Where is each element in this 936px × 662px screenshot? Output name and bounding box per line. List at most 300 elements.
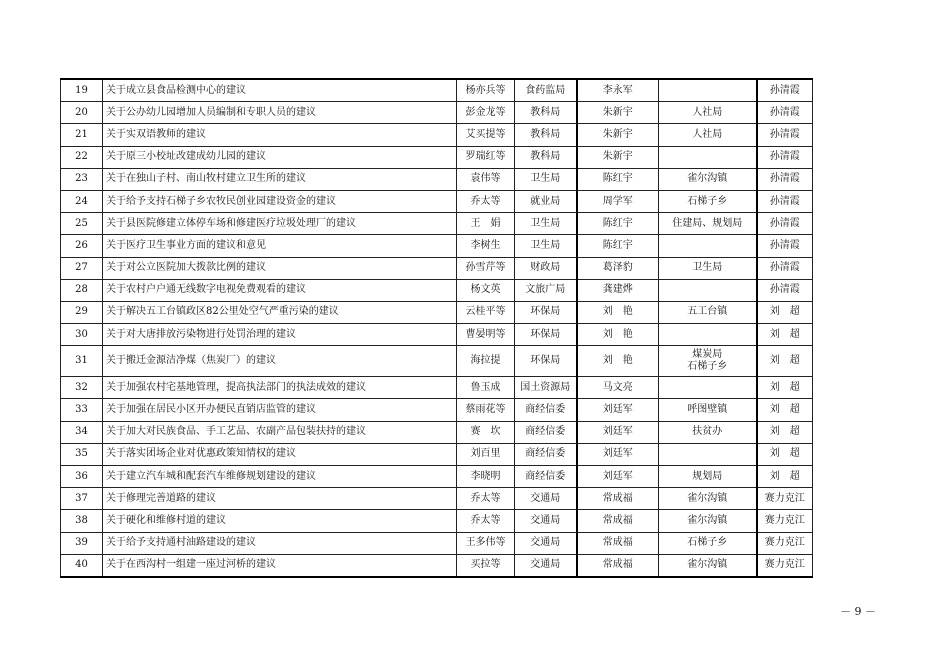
- proposal-title: 关于在西沟村一组建一座过河桥的建议: [106, 559, 276, 571]
- responsible-leader-cell: [577, 554, 659, 577]
- supervising-owner: 刘 超: [769, 355, 800, 367]
- proposer-cell: [457, 399, 515, 421]
- lead-unit: 卫生局: [530, 239, 561, 251]
- proposal-title: 关于硬化和维修村道的建议: [106, 514, 226, 526]
- co-unit-cell: [659, 102, 757, 124]
- proposer: 彭金龙等: [465, 106, 506, 118]
- co-unit: 住建局、规划局: [672, 217, 743, 229]
- proposal-title: 关于搬迁金源洁净煤（焦炭厂）的建议: [106, 355, 276, 367]
- proposer-cell: [457, 124, 515, 146]
- proposal-title-cell: [103, 279, 457, 301]
- proposer-cell: [457, 510, 515, 532]
- responsible-leader: 陈红宇: [602, 173, 633, 185]
- responsible-leader: 朱新宇: [602, 128, 633, 140]
- proposer-cell: [457, 324, 515, 346]
- proposer: 刘百里: [470, 448, 501, 460]
- supervising-owner: 刘 超: [769, 448, 800, 460]
- responsible-leader: 刘廷军: [602, 448, 633, 460]
- proposer-cell: [457, 79, 515, 102]
- lead-unit: 就业局: [530, 195, 561, 207]
- row-number: 37: [75, 492, 88, 504]
- row-number-cell: [61, 79, 103, 102]
- lead-unit: 文旅广局: [525, 284, 566, 296]
- proposer: 买拉等: [470, 559, 501, 571]
- proposal-title: 关于给予支持通村油路建设的建议: [106, 537, 256, 549]
- proposal-title-cell: [103, 554, 457, 577]
- proposal-title-cell: [103, 124, 457, 146]
- co-unit-cell: [659, 554, 757, 577]
- proposal-title-cell: [103, 102, 457, 124]
- table-row: [61, 399, 813, 421]
- proposer-cell: [457, 168, 515, 190]
- table-row: [61, 279, 813, 301]
- co-unit: 石梯子乡: [687, 195, 728, 207]
- table-row: [61, 301, 813, 323]
- row-number: 32: [75, 381, 88, 393]
- responsible-leader: 刘 艳: [602, 355, 633, 367]
- proposer-cell: [457, 532, 515, 554]
- row-number-cell: [61, 168, 103, 190]
- lead-unit-cell: [515, 443, 577, 465]
- co-unit-cell: [659, 213, 757, 235]
- table-row: [61, 346, 813, 377]
- row-number-cell: [61, 488, 103, 510]
- lead-unit-cell: [515, 235, 577, 257]
- lead-unit: 商经信委: [525, 404, 566, 416]
- supervising-owner: 孙清霞: [769, 239, 800, 251]
- table-row: [61, 510, 813, 532]
- co-unit-cell: [659, 510, 757, 532]
- responsible-leader: 刘廷军: [602, 426, 633, 438]
- row-number: 31: [75, 355, 88, 367]
- responsible-leader-cell: [577, 279, 659, 301]
- row-number-cell: [61, 399, 103, 421]
- responsible-leader: 周学军: [602, 195, 633, 207]
- proposal-title-cell: [103, 466, 457, 488]
- responsible-leader-cell: [577, 488, 659, 510]
- co-unit-cell: [659, 301, 757, 323]
- supervising-owner-cell: [757, 532, 813, 554]
- proposal-title-cell: [103, 346, 457, 377]
- responsible-leader-cell: [577, 102, 659, 124]
- row-number-cell: [61, 377, 103, 399]
- proposer: 袁伟等: [470, 173, 501, 185]
- responsible-leader-cell: [577, 377, 659, 399]
- proposal-title: 关于医疗卫生事业方面的建议和意见: [106, 239, 266, 251]
- supervising-owner-cell: [757, 377, 813, 399]
- proposer: 蔡雨花等: [465, 404, 506, 416]
- proposal-title: 关于加大对民族食品、手工艺品、农副产品包装扶持的建议: [106, 426, 366, 438]
- lead-unit: 环保局: [530, 328, 561, 340]
- responsible-leader: 陈红宇: [602, 217, 633, 229]
- proposer-cell: [457, 301, 515, 323]
- lead-unit-cell: [515, 488, 577, 510]
- proposal-title: 关于修理完善道路的建议: [106, 492, 216, 504]
- responsible-leader-cell: [577, 346, 659, 377]
- table-row: [61, 124, 813, 146]
- responsible-leader-cell: [577, 168, 659, 190]
- proposal-title-cell: [103, 377, 457, 399]
- responsible-leader: 马文亮: [602, 381, 633, 393]
- supervising-owner-cell: [757, 301, 813, 323]
- lead-unit: 卫生局: [530, 217, 561, 229]
- proposer: 海拉提: [470, 355, 501, 367]
- supervising-owner-cell: [757, 102, 813, 124]
- supervising-owner: 孙清霞: [769, 284, 800, 296]
- row-number-cell: [61, 235, 103, 257]
- row-number-cell: [61, 146, 103, 168]
- responsible-leader: 刘廷军: [602, 404, 633, 416]
- lead-unit-cell: [515, 377, 577, 399]
- supervising-owner: 刘 超: [769, 381, 800, 393]
- lead-unit: 教科局: [530, 151, 561, 163]
- proposal-title: 关于农村户户通无线数字电视免费观看的建议: [106, 284, 306, 296]
- proposer-cell: [457, 190, 515, 212]
- proposal-title-cell: [103, 257, 457, 279]
- lead-unit: 环保局: [530, 306, 561, 318]
- supervising-owner: 赛力克江: [764, 492, 805, 504]
- row-number-cell: [61, 279, 103, 301]
- supervising-owner-cell: [757, 466, 813, 488]
- table-row: [61, 190, 813, 212]
- responsible-leader-cell: [577, 79, 659, 102]
- supervising-owner: 刘 超: [769, 404, 800, 416]
- row-number: 26: [75, 239, 88, 251]
- responsible-leader: 刘 艳: [602, 306, 633, 318]
- co-unit-cell: [659, 346, 757, 377]
- supervising-owner: 孙清霞: [769, 173, 800, 185]
- supervising-owner-cell: [757, 190, 813, 212]
- proposal-title-cell: [103, 399, 457, 421]
- lead-unit-cell: [515, 554, 577, 577]
- proposer: 杨亦兵等: [465, 84, 506, 96]
- proposer: 王 娟: [470, 217, 501, 229]
- proposer: 乔太等: [470, 514, 501, 526]
- supervising-owner-cell: [757, 279, 813, 301]
- row-number: 21: [75, 128, 88, 140]
- proposal-title-cell: [103, 213, 457, 235]
- proposal-title: 关于落实团场企业对优惠政策知情权的建议: [106, 448, 296, 460]
- supervising-owner-cell: [757, 79, 813, 102]
- row-number-cell: [61, 190, 103, 212]
- supervising-owner-cell: [757, 257, 813, 279]
- proposer-cell: [457, 488, 515, 510]
- row-number: 27: [75, 262, 88, 274]
- supervising-owner-cell: [757, 124, 813, 146]
- supervising-owner: 孙清霞: [769, 106, 800, 118]
- co-unit-cell: [659, 377, 757, 399]
- responsible-leader-cell: [577, 532, 659, 554]
- table-row: [61, 168, 813, 190]
- row-number: 19: [75, 84, 88, 96]
- supervising-owner-cell: [757, 488, 813, 510]
- lead-unit: 交通局: [530, 537, 561, 549]
- co-unit-cell: [659, 190, 757, 212]
- row-number-cell: [61, 102, 103, 124]
- responsible-leader: 刘廷军: [602, 470, 633, 482]
- co-unit: 五工台镇: [687, 306, 728, 318]
- proposal-title-cell: [103, 443, 457, 465]
- responsible-leader-cell: [577, 301, 659, 323]
- proposer: 曹晏明等: [465, 328, 506, 340]
- responsible-leader-cell: [577, 324, 659, 346]
- proposal-title: 关于加强农村宅基地管理，提高执法部门的执法成效的建议: [106, 381, 366, 393]
- co-unit-cell: [659, 421, 757, 443]
- table-row: [61, 257, 813, 279]
- supervising-owner-cell: [757, 510, 813, 532]
- row-number: 40: [75, 559, 88, 571]
- row-number: 30: [75, 328, 88, 340]
- supervising-owner: 刘 超: [769, 306, 800, 318]
- supervising-owner-cell: [757, 399, 813, 421]
- proposer: 李晓明: [470, 470, 501, 482]
- responsible-leader-cell: [577, 146, 659, 168]
- row-number: 36: [75, 470, 88, 482]
- lead-unit: 国土资源局: [520, 381, 571, 393]
- row-number: 25: [75, 217, 88, 229]
- supervising-owner: 孙清霞: [769, 128, 800, 140]
- proposer: 李树生: [470, 239, 501, 251]
- co-unit: 雀尔沟镇: [687, 173, 728, 185]
- supervising-owner-cell: [757, 346, 813, 377]
- lead-unit: 交通局: [530, 492, 561, 504]
- lead-unit: 食药监局: [525, 84, 566, 96]
- proposal-title: 关于建立汽车城和配套汽车维修规划建设的建议: [106, 470, 316, 482]
- row-number: 24: [75, 195, 88, 207]
- proposer: 艾买提等: [465, 128, 506, 140]
- responsible-leader: 朱新宇: [602, 106, 633, 118]
- co-unit-cell: [659, 235, 757, 257]
- co-unit: 人社局: [692, 106, 723, 118]
- lead-unit-cell: [515, 79, 577, 102]
- responsible-leader: 葛泽豹: [602, 262, 633, 274]
- co-unit: 扶贫办: [692, 426, 723, 438]
- proposal-title: 关于成立县食品检测中心的建议: [106, 84, 246, 96]
- supervising-owner: 刘 超: [769, 426, 800, 438]
- row-number: 35: [75, 448, 88, 460]
- co-unit-cell: [659, 532, 757, 554]
- co-unit: 石梯子乡: [687, 537, 728, 549]
- responsible-leader: 李永军: [602, 84, 633, 96]
- proposer: 乔太等: [470, 195, 501, 207]
- proposer-cell: [457, 146, 515, 168]
- proposer: 乔太等: [470, 492, 501, 504]
- proposal-title: 关于实双语教师的建议: [106, 128, 206, 140]
- table-row: [61, 324, 813, 346]
- lead-unit-cell: [515, 146, 577, 168]
- proposer: 王多伟等: [465, 537, 506, 549]
- proposer-cell: [457, 235, 515, 257]
- co-unit: 卫生局: [692, 262, 723, 274]
- proposal-title: 关于公办幼儿园增加人员编制和专职人员的建议: [106, 106, 316, 118]
- lead-unit: 商经信委: [525, 470, 566, 482]
- lead-unit-cell: [515, 279, 577, 301]
- row-number: 28: [75, 284, 88, 296]
- row-number-cell: [61, 257, 103, 279]
- table-row: [61, 466, 813, 488]
- responsible-leader-cell: [577, 124, 659, 146]
- co-unit: 呼图壁镇: [687, 404, 728, 416]
- table-row: [61, 443, 813, 465]
- responsible-leader: 龚建烨: [602, 284, 633, 296]
- responsible-leader-cell: [577, 190, 659, 212]
- row-number-cell: [61, 554, 103, 577]
- responsible-leader-cell: [577, 443, 659, 465]
- co-unit: 煤炭局 石梯子乡: [687, 349, 728, 373]
- supervising-owner: 孙清霞: [769, 262, 800, 274]
- lead-unit-cell: [515, 102, 577, 124]
- proposer: 赛 坎: [470, 426, 501, 438]
- row-number-cell: [61, 421, 103, 443]
- proposal-title: 关于对公立医院加大拨款比例的建议: [106, 262, 266, 274]
- proposer-cell: [457, 102, 515, 124]
- lead-unit-cell: [515, 301, 577, 323]
- table-row: [61, 554, 813, 577]
- supervising-owner-cell: [757, 235, 813, 257]
- proposal-title: 关于原三小校址改建成幼儿园的建议: [106, 151, 266, 163]
- responsible-leader: 常成福: [602, 559, 633, 571]
- proposal-title-cell: [103, 510, 457, 532]
- co-unit: 人社局: [692, 128, 723, 140]
- proposer: 杨文英: [470, 284, 501, 296]
- responsible-leader: 朱新宇: [602, 151, 633, 163]
- co-unit-cell: [659, 488, 757, 510]
- responsible-leader: 陈红宇: [602, 239, 633, 251]
- co-unit-cell: [659, 443, 757, 465]
- row-number: 23: [75, 173, 88, 185]
- row-number: 22: [75, 151, 88, 163]
- lead-unit-cell: [515, 510, 577, 532]
- responsible-leader: 常成福: [602, 492, 633, 504]
- proposer: 鲁玉成: [470, 381, 501, 393]
- lead-unit: 卫生局: [530, 173, 561, 185]
- table-row: [61, 102, 813, 124]
- lead-unit-cell: [515, 421, 577, 443]
- proposal-title: 关于对大唐排放污染物进行处罚治理的建议: [106, 328, 296, 340]
- lead-unit-cell: [515, 399, 577, 421]
- lead-unit: 环保局: [530, 355, 561, 367]
- co-unit: 雀尔沟镇: [687, 514, 728, 526]
- row-number: 33: [75, 404, 88, 416]
- supervising-owner: 赛力克江: [764, 537, 805, 549]
- row-number: 34: [75, 426, 88, 438]
- co-unit-cell: [659, 279, 757, 301]
- table-row: [61, 213, 813, 235]
- table-row: [61, 377, 813, 399]
- lead-unit-cell: [515, 168, 577, 190]
- co-unit-cell: [659, 146, 757, 168]
- proposal-title-cell: [103, 324, 457, 346]
- lead-unit-cell: [515, 532, 577, 554]
- table-row: [61, 488, 813, 510]
- proposer-cell: [457, 213, 515, 235]
- lead-unit: 交通局: [530, 559, 561, 571]
- lead-unit-cell: [515, 324, 577, 346]
- supervising-owner: 赛力克江: [764, 514, 805, 526]
- lead-unit: 教科局: [530, 106, 561, 118]
- proposal-title: 关于县医院修建立体停车场和修建医疗垃圾处理厂的建议: [106, 217, 356, 229]
- table-row: [61, 532, 813, 554]
- co-unit-cell: [659, 399, 757, 421]
- proposer-cell: [457, 421, 515, 443]
- proposer-cell: [457, 346, 515, 377]
- responsible-leader: 刘 艳: [602, 328, 633, 340]
- supervising-owner-cell: [757, 146, 813, 168]
- lead-unit-cell: [515, 466, 577, 488]
- proposal-title-cell: [103, 168, 457, 190]
- proposer-cell: [457, 279, 515, 301]
- supervising-owner-cell: [757, 168, 813, 190]
- page-number: － 9 －: [840, 605, 876, 618]
- proposal-title-cell: [103, 146, 457, 168]
- responsible-leader: 常成福: [602, 537, 633, 549]
- lead-unit: 教科局: [530, 128, 561, 140]
- supervising-owner: 孙清霞: [769, 151, 800, 163]
- row-number-cell: [61, 510, 103, 532]
- proposer-cell: [457, 443, 515, 465]
- supervising-owner-cell: [757, 213, 813, 235]
- proposal-title: 关于加强在居民小区开办便民直销店监管的建议: [106, 404, 316, 416]
- co-unit: 雀尔沟镇: [687, 492, 728, 504]
- row-number: 38: [75, 514, 88, 526]
- row-number-cell: [61, 124, 103, 146]
- row-number-cell: [61, 213, 103, 235]
- co-unit-cell: [659, 168, 757, 190]
- supervising-owner-cell: [757, 421, 813, 443]
- proposal-title: 关于解决五工台镇政区82公里处空气严重污染的建议: [106, 306, 339, 318]
- proposer: 罗瑞红等: [465, 151, 506, 163]
- co-unit-cell: [659, 257, 757, 279]
- supervising-owner: 孙清霞: [769, 84, 800, 96]
- proposal-title: 关于给予支持石梯子乡农牧民创业园建设资金的建议: [106, 195, 336, 207]
- lead-unit-cell: [515, 213, 577, 235]
- row-number-cell: [61, 324, 103, 346]
- lead-unit-cell: [515, 190, 577, 212]
- responsible-leader-cell: [577, 510, 659, 532]
- table-row: [61, 146, 813, 168]
- lead-unit: 财政局: [530, 262, 561, 274]
- table-row: [61, 235, 813, 257]
- co-unit: 规划局: [692, 470, 723, 482]
- proposal-table: [60, 78, 813, 578]
- proposal-title-cell: [103, 532, 457, 554]
- supervising-owner-cell: [757, 554, 813, 577]
- proposal-title-cell: [103, 301, 457, 323]
- supervising-owner: 刘 超: [769, 328, 800, 340]
- lead-unit: 商经信委: [525, 426, 566, 438]
- co-unit-cell: [659, 466, 757, 488]
- row-number: 20: [75, 106, 88, 118]
- responsible-leader-cell: [577, 213, 659, 235]
- table-row: [61, 421, 813, 443]
- proposal-title-cell: [103, 190, 457, 212]
- responsible-leader: 常成福: [602, 514, 633, 526]
- co-unit-cell: [659, 324, 757, 346]
- lead-unit: 商经信委: [525, 448, 566, 460]
- co-unit: 雀尔沟镇: [687, 559, 728, 571]
- proposer-cell: [457, 257, 515, 279]
- supervising-owner: 刘 超: [769, 470, 800, 482]
- row-number: 29: [75, 306, 88, 318]
- proposer: 孙雪芹等: [465, 262, 506, 274]
- proposer: 云桂平等: [465, 306, 506, 318]
- row-number-cell: [61, 346, 103, 377]
- row-number-cell: [61, 301, 103, 323]
- proposal-title-cell: [103, 421, 457, 443]
- supervising-owner-cell: [757, 443, 813, 465]
- row-number-cell: [61, 532, 103, 554]
- supervising-owner: 孙清霞: [769, 195, 800, 207]
